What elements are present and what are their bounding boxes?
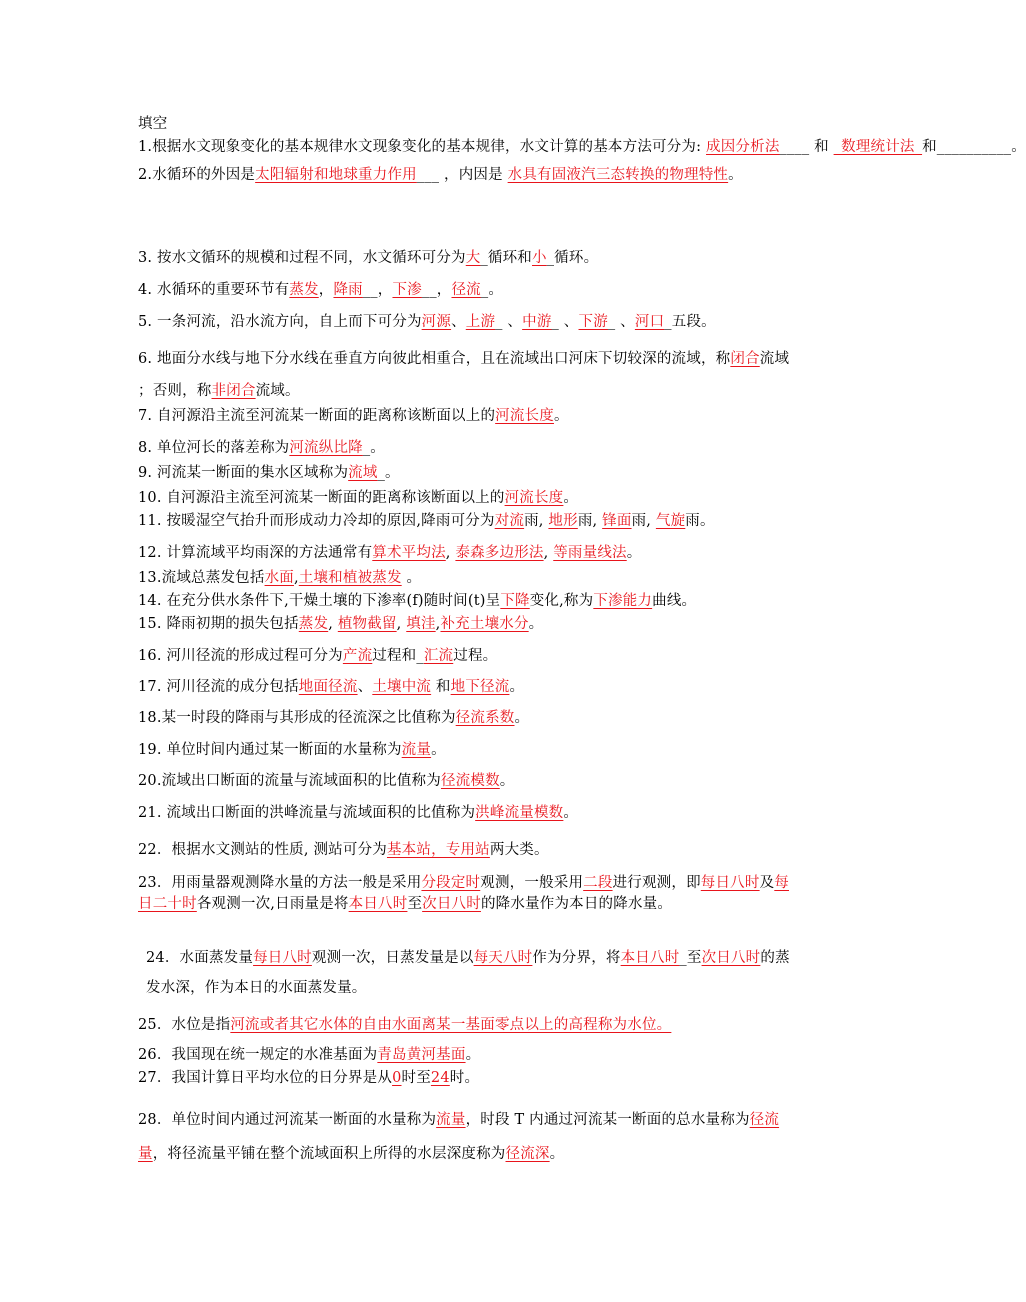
question-item — [138, 1015, 798, 1035]
question-text: 27．我国计算日平均水位的日分界是从 — [138, 1070, 393, 1086]
answer-text: 地形 — [548, 513, 578, 529]
question-item — [138, 873, 798, 915]
question-text: 观测一次，日蒸发量是以 — [311, 950, 474, 966]
answer-text: _数理统计法_ — [833, 139, 923, 155]
question-text: ，将径流量平铺在整个流域面积上所得的水层深度称为 — [152, 1146, 506, 1162]
question-text: 雨, — [524, 513, 549, 529]
answer-text: 径流模数 — [440, 773, 500, 789]
answer-text: 填洼 — [406, 616, 436, 632]
question-text: 流域。 — [255, 383, 300, 399]
question-text: 。 — [431, 742, 446, 758]
question-text: _至 — [679, 950, 702, 966]
answer-text: 地面径流 — [298, 679, 358, 695]
question-text: 22．根据水文测站的性质, 测站可分为 — [138, 842, 387, 858]
question-text: 及 — [759, 875, 775, 891]
answer-text: 径流量 — [138, 1112, 780, 1162]
question-text: , — [293, 570, 299, 586]
answer-text: 流量 — [436, 1112, 466, 1128]
answer-text: 非闭合 — [211, 383, 256, 399]
question-text: 。 — [626, 545, 642, 561]
answer-text: 河流或者其它水体的自由水面离某一基面零点以上的高程称为水位。 — [230, 1017, 672, 1033]
question-text: _ 、 — [551, 314, 579, 330]
question-item — [138, 614, 798, 634]
question-text: 6. 地面分水线与地下分水线在垂直方向彼此相重合，且在流域出口河床下切较深的流域，称 — [138, 351, 731, 367]
question-text: , — [396, 616, 407, 632]
answer-text: 每日八时 — [700, 875, 760, 891]
question-text: 。 — [401, 570, 422, 586]
question-text: 21. 流域出口断面的洪峰流量与流域面积的比值称为 — [138, 805, 476, 821]
question-text: 两大类。 — [489, 842, 549, 858]
question-text: ____ 和 — [779, 139, 834, 155]
question-text: 、 — [357, 679, 373, 695]
answer-text: 河口 — [634, 314, 665, 330]
answer-text: 流域 — [348, 465, 378, 481]
question-text: 。 — [499, 773, 515, 789]
answer-text: 对流 — [494, 513, 525, 529]
answer-text: 水具有固液汽三态转换的物理特性 — [507, 167, 729, 183]
question-text: 11. 按暖湿空气抬升而形成动力冷却的原因,降雨可分为 — [138, 513, 495, 529]
answer-text: 径流系数 — [455, 710, 515, 726]
answer-text: 基本站，专用站 — [386, 842, 490, 858]
question-text: _。 — [377, 465, 400, 481]
answer-text: 0 — [392, 1070, 402, 1086]
question-item — [138, 511, 798, 531]
question-text: 过程。 — [453, 648, 498, 664]
answer-text: 等雨量线法 — [553, 545, 627, 561]
question-item — [138, 280, 798, 300]
question-text: 和 — [431, 679, 451, 695]
answer-text: 每日二十时 — [138, 875, 789, 912]
question-item — [138, 740, 798, 760]
question-item — [138, 840, 798, 860]
question-text: 14. 在充分供水条件下,干燥土壤的下渗率(f)随时间(t)呈 — [138, 593, 501, 609]
answer-text: 汇流 — [423, 648, 454, 664]
question-text: , — [328, 616, 338, 632]
question-text: 28．单位时间内通过河流某一断面的水量称为 — [138, 1112, 437, 1128]
question-text: , — [435, 616, 441, 632]
question-text: 变化,称为 — [529, 593, 594, 609]
question-text: _循环。 — [546, 250, 599, 266]
question-text: 26．我国现在统一规定的水准基面为 — [138, 1047, 378, 1063]
question-text: 。 — [509, 679, 525, 695]
answer-text: 下渗能力 — [593, 593, 653, 609]
question-item — [138, 438, 798, 458]
answer-text: 河流长度 — [495, 408, 554, 424]
question-text: 雨, — [631, 513, 656, 529]
question-text: __， — [421, 282, 452, 298]
answer-text: 本日八时 — [348, 896, 408, 912]
section-heading: 填空 — [138, 116, 168, 132]
question-text: 。 — [549, 1146, 565, 1162]
question-text: _五段。 — [664, 314, 716, 330]
question-text: 雨, — [577, 513, 603, 529]
question-item — [138, 677, 798, 697]
question-text: ，时段 T 内通过河流某一断面的总水量称为 — [465, 1112, 750, 1128]
question-text: 、 — [451, 314, 466, 330]
question-item — [138, 543, 798, 563]
question-item — [138, 406, 798, 426]
answer-text: 算术平均法 — [372, 545, 446, 561]
answer-text: 分段定时 — [421, 875, 481, 891]
question-text: 25．水位是指 — [138, 1017, 231, 1033]
answer-text: 次日八时 — [422, 896, 481, 912]
question-text: 7. 自河源沿主流至河流某一断面的距离称该断面以上的 — [138, 408, 496, 424]
answer-text: 下渗 — [392, 282, 422, 298]
answer-text: 下降 — [500, 593, 530, 609]
answer-text: 次日八时 — [701, 950, 761, 966]
answer-text: 小 — [532, 250, 547, 266]
answer-text: 闭合 — [730, 351, 760, 367]
question-text: 。 — [465, 1047, 481, 1063]
question-text: 过程和_ — [372, 648, 424, 664]
answer-text: 径流深 — [505, 1146, 550, 1162]
question-text: 4. 水循环的重要环节有 — [138, 282, 290, 298]
question-text: _ 、 — [607, 314, 635, 330]
question-text: 2.水循环的外因是 — [138, 167, 256, 183]
question-text: _。 — [480, 282, 504, 298]
answer-text: 蒸发 — [298, 616, 329, 632]
question-text: __， — [362, 282, 393, 298]
question-text: 15. 降雨初期的损失包括 — [138, 616, 299, 632]
question-item — [138, 1068, 798, 1088]
answer-text: 本日八时 — [620, 950, 680, 966]
question-text: 至 — [407, 896, 423, 912]
answer-text: 大 — [465, 250, 481, 266]
answer-text: 锋面 — [602, 513, 632, 529]
question-text: 进行观测，即 — [612, 875, 701, 891]
answer-text: 青岛黄河基面 — [377, 1047, 466, 1063]
answer-text: 每日八时 — [253, 950, 312, 966]
question-item — [138, 646, 798, 666]
answer-text: 成因分析法 — [706, 139, 780, 155]
answer-text: 河流长度 — [504, 490, 564, 506]
question-item — [138, 137, 1026, 157]
question-text: 的蒸发水深，作为本日的水面蒸发量。 — [146, 950, 790, 996]
answer-text: 地下径流 — [450, 679, 510, 695]
question-text: 。 — [728, 167, 743, 183]
question-text: 20.流域出口断面的流量与流域面积的比值称为 — [138, 773, 441, 789]
question-text: 23．用雨量器观测降水量的方法一般是采用 — [138, 875, 422, 891]
question-text: 。 — [563, 490, 579, 506]
question-text: 和__________。 — [922, 139, 1026, 155]
question-text: 雨。 — [685, 513, 715, 529]
question-item — [138, 568, 798, 588]
answer-text: 中游 — [522, 314, 552, 330]
question-text: 。 — [514, 710, 530, 726]
answer-text: 每天八时 — [473, 950, 533, 966]
question-text: , — [543, 545, 554, 561]
answer-text: 降雨 — [333, 282, 363, 298]
question-text: 13.流域总蒸发包括 — [138, 570, 265, 586]
answer-text: 洪峰流量模数 — [475, 805, 564, 821]
question-text: 。 — [563, 805, 579, 821]
question-item — [138, 463, 798, 483]
question-text: 8. 单位河长的落差称为 — [138, 440, 290, 456]
question-text: 作为分界，将 — [532, 950, 621, 966]
question-item — [138, 343, 798, 407]
answer-text: 蒸发 — [289, 282, 319, 298]
question-item — [138, 312, 798, 332]
question-item — [138, 160, 798, 190]
question-text: _循环和 — [480, 250, 533, 266]
question-text: , — [445, 545, 456, 561]
answer-text: 土壤中流 — [372, 679, 432, 695]
question-text: 3. 按水文循环的规模和过程不同，水文循环可分为 — [138, 250, 466, 266]
question-text: 9. 河流某一断面的集水区域称为 — [138, 465, 349, 481]
question-item — [138, 1045, 798, 1065]
question-text: _ 、 — [495, 314, 523, 330]
question-text: ， — [318, 282, 334, 298]
question-text: 。 — [553, 408, 569, 424]
answer-text: 泰森多边形法 — [455, 545, 544, 561]
question-text: 流域 ；否则，称 — [138, 351, 790, 399]
question-text: 12. 计算流域平均雨深的方法通常有 — [138, 545, 373, 561]
question-item — [138, 771, 798, 791]
answer-text: 流量 — [401, 742, 432, 758]
question-item — [138, 591, 798, 611]
question-text: 16. 河川径流的形成过程可分为 — [138, 648, 343, 664]
question-text: 观测，一般采用 — [480, 875, 584, 891]
question-item — [138, 248, 798, 268]
answer-text: 河源 — [421, 314, 452, 330]
answer-text: 上游 — [465, 314, 496, 330]
question-item — [146, 943, 798, 1003]
question-text: 1.根据水文现象变化的基本规律水文现象变化的基本规律，水文计算的基本方法可分为: — [138, 139, 707, 155]
answer-text: 水面 — [264, 570, 294, 586]
question-text: 24．水面蒸发量 — [146, 950, 254, 966]
answer-text: 径流 — [451, 282, 481, 298]
question-text: 时至 — [401, 1070, 431, 1086]
question-text: ___ ，内因是 — [416, 167, 508, 183]
question-item — [138, 708, 798, 728]
question-text: 的降水量作为本日的降水量。 — [480, 896, 673, 912]
question-item — [138, 1103, 798, 1171]
answer-text: 河流纵比降 — [289, 440, 363, 456]
question-text: 10. 自河源沿主流至河流某一断面的距离称该断面以上的 — [138, 490, 505, 506]
answer-text: 下游 — [578, 314, 608, 330]
question-text: 时。 — [449, 1070, 480, 1086]
question-text: 19. 单位时间内通过某一断面的水量称为 — [138, 742, 402, 758]
question-text: 曲线。 — [652, 593, 697, 609]
answer-text: 气旋 — [655, 513, 686, 529]
answer-text: 太阳辐射和地球重力作用 — [255, 167, 417, 183]
question-text: 5. 一条河流，沿水流方向，自上而下可分为 — [138, 314, 422, 330]
answer-text: 补充土壤水分 — [440, 616, 529, 632]
answer-text: 产流 — [342, 648, 373, 664]
answer-text: 24 — [430, 1070, 450, 1086]
question-text: _。 — [362, 440, 385, 456]
answer-text: 二段 — [583, 875, 613, 891]
question-item — [138, 803, 798, 823]
answer-text: 植物截留 — [337, 616, 397, 632]
question-text: 各观测一次,日雨量是将 — [196, 896, 349, 912]
question-text: 。 — [528, 616, 544, 632]
question-item — [138, 488, 798, 508]
question-text: 17. 河川径流的成分包括 — [138, 679, 299, 695]
answer-text: 土壤和植被蒸发 — [298, 570, 402, 586]
question-text: 18.某一时段的降雨与其形成的径流深之比值称为 — [138, 710, 456, 726]
